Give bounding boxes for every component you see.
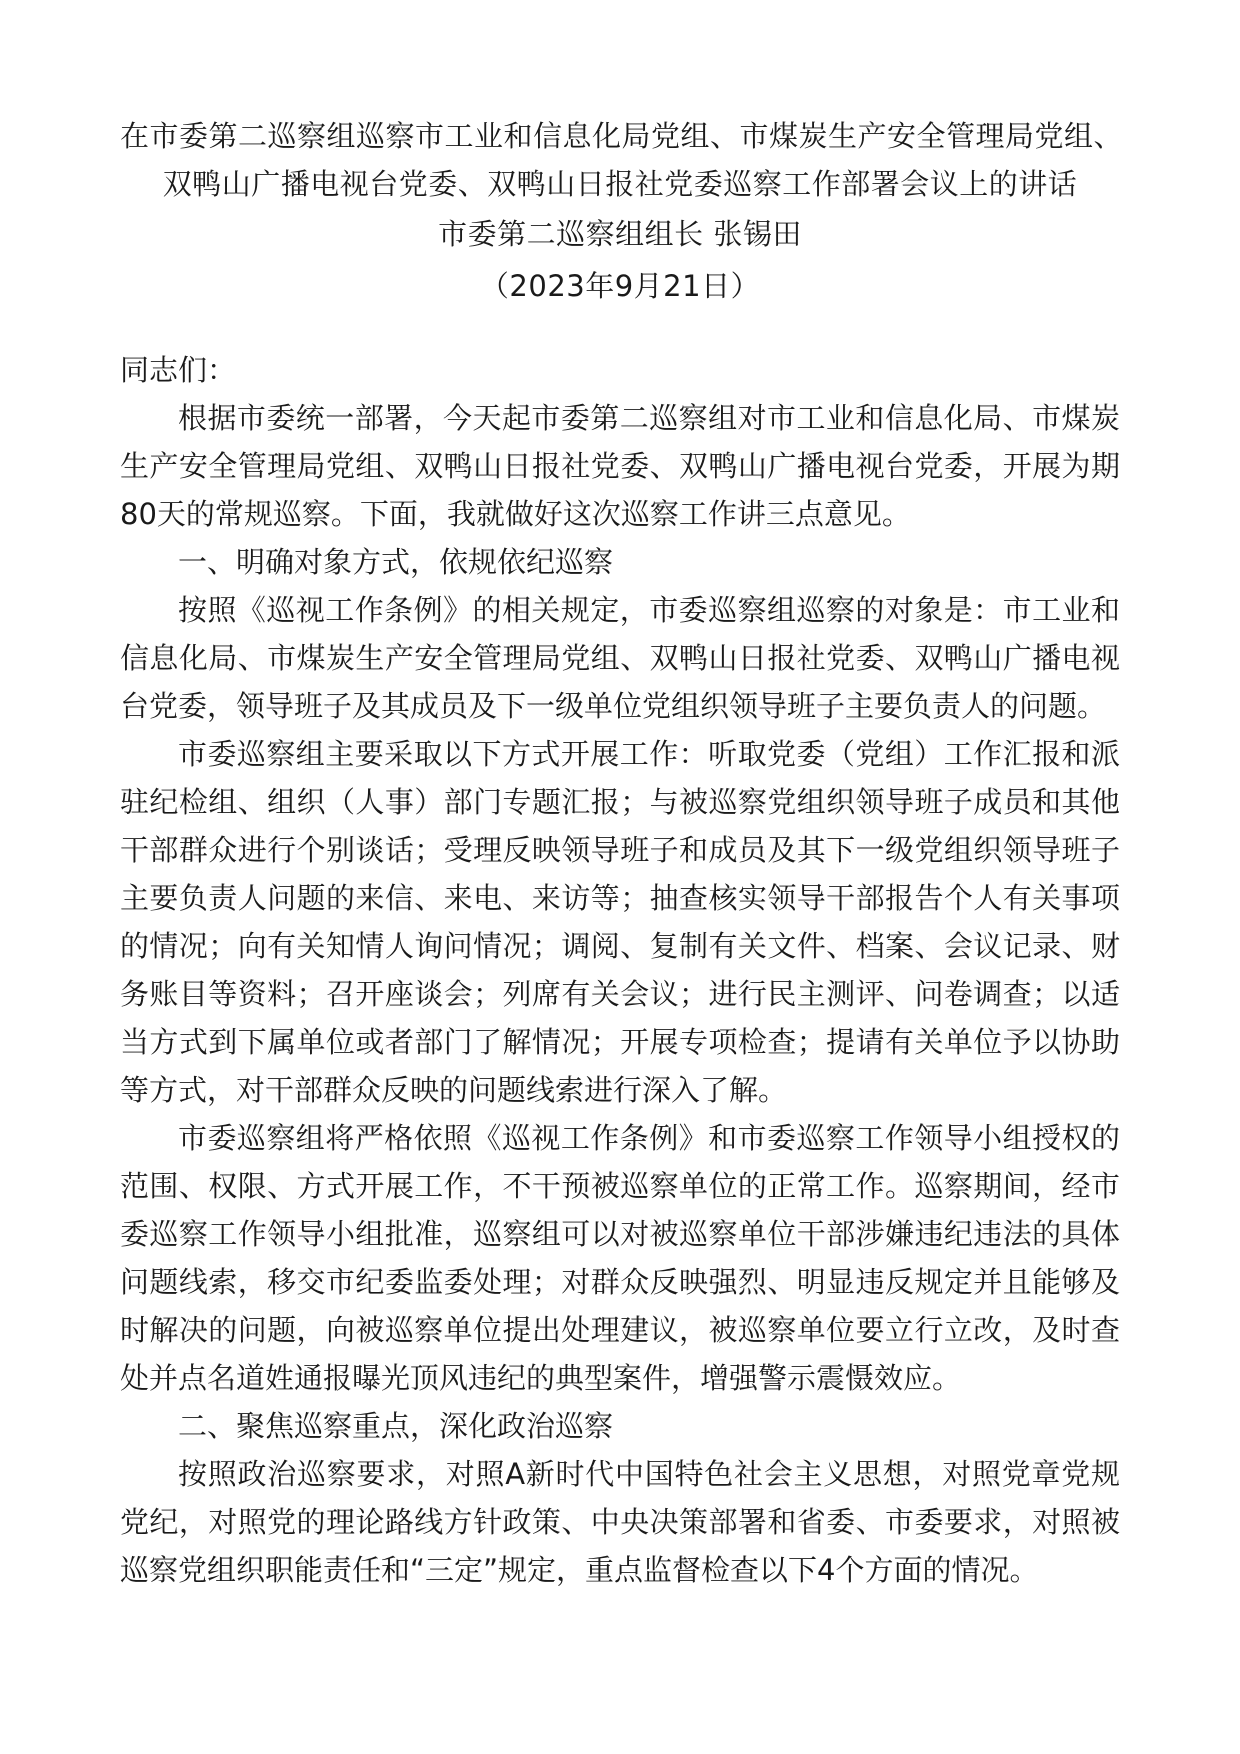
document-page xyxy=(120,112,1124,1594)
paragraph-intro: 根据市委统一部署，今天起市委第二巡察组对市工业和信息化局、市煤炭生产安全管理局党组、双鸭山日报社党委、双鸭山广播电视台党委，开展为期80天的常规巡察。下面，我就做好这次巡察工作讲三点意见。 xyxy=(120,401,1120,531)
section-heading-1: 一、明确对象方式，依规依纪巡察 xyxy=(178,545,614,579)
author-line: 市委第二巡察组组长 张锡田 xyxy=(438,217,802,251)
title-line-1: 在市委第二巡察组巡察市工业和信息化局党组、市煤炭生产安全管理局党组、 xyxy=(120,119,1124,153)
date-line: （2023年9月21日） xyxy=(479,269,761,303)
paragraph-focus: 按照政治巡察要求，对照A新时代中国特色社会主义思想，对照党章党规党纪，对照党的理论路线方针政策、中央决策部署和省委、市委要求，对照被巡察党组织职能责任和“三定”规定，重点监督检查以下4个方面的情况。 xyxy=(120,1457,1120,1587)
section-heading-2: 二、聚焦巡察重点，深化政治巡察 xyxy=(178,1409,614,1443)
paragraph-methods: 市委巡察组主要采取以下方式开展工作：听取党委（党组）工作汇报和派驻纪检组、组织（人事）部门专题汇报；与被巡察党组织领导班子成员和其他干部群众进行个别谈话；受理反映领导班子和成员及其下一级党组织领导班子主要负责人问题的来信、来电、来访等；抽查核实领导干部报告个人有关事项的情况；向有关知情人询问情况；调阅、复制有关文件、档案、会议记录、财务账目等资料；召开座谈会；列席有关会议；进行民主测评、问卷调查；以适当方式到下属单位或者部门了解情况；开展专项检查；提请有关单位予以协助等方式，对干部群众反映的问题线索进行深入了解。 xyxy=(120,737,1120,1107)
paragraph-objects: 按照《巡视工作条例》的相关规定，市委巡察组巡察的对象是：市工业和信息化局、市煤炭生产安全管理局党组、双鸭山日报社党委、双鸭山广播电视台党委，领导班子及其成员及下一级单位党组织领导班子主要负责人的问题。 xyxy=(120,593,1120,723)
salutation: 同志们： xyxy=(120,353,237,387)
paragraph-authority: 市委巡察组将严格依照《巡视工作条例》和市委巡察工作领导小组授权的范围、权限、方式开展工作，不干预被巡察单位的正常工作。巡察期间，经市委巡察工作领导小组批准，巡察组可以对被巡察单位干部涉嫌违纪违法的具体问题线索，移交市纪委监委处理；对群众反映强烈、明显违反规定并且能够及时解决的问题，向被巡察单位提出处理建议，被巡察单位要立行立改，及时查处并点名道姓通报曝光顶风违纪的典型案件，增强警示震慑效应。 xyxy=(120,1121,1120,1395)
title-line-2: 双鸭山广播电视台党委、双鸭山日报社党委巡察工作部署会议上的讲话 xyxy=(162,167,1078,201)
